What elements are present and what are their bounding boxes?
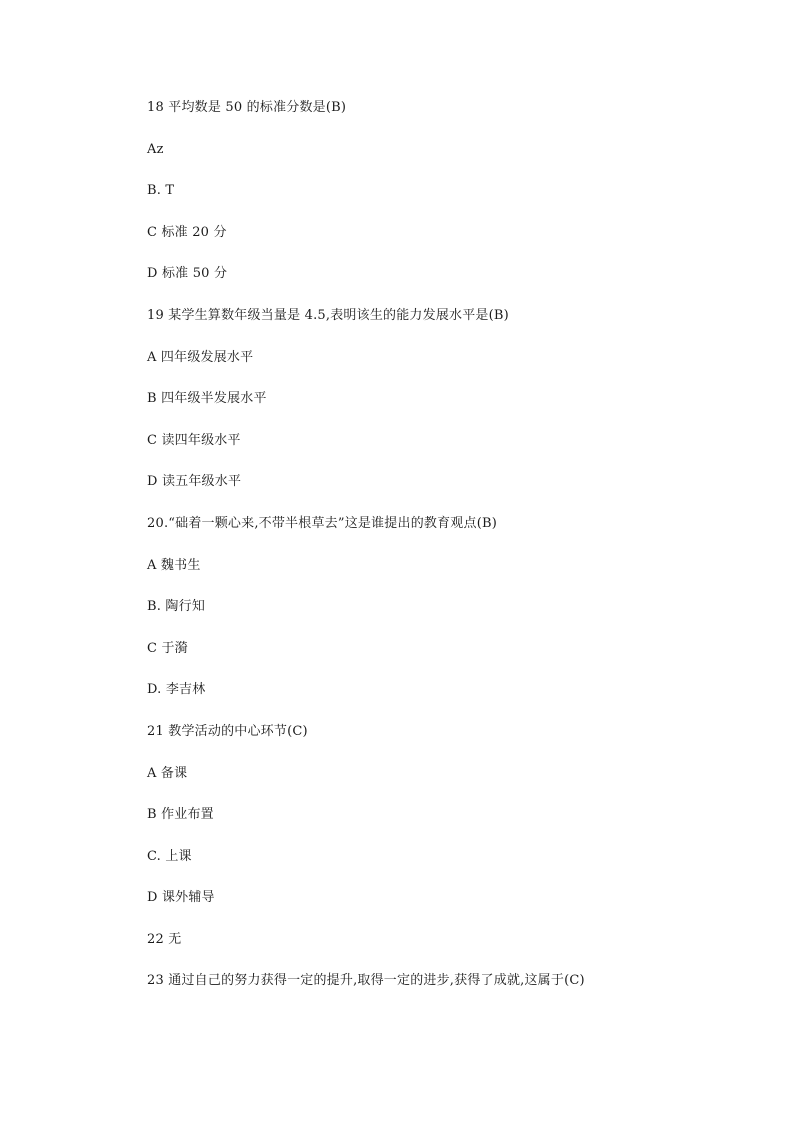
question-21-option-a: A 备课 [147, 765, 188, 781]
question-21-option-b: B 作业布置 [147, 807, 214, 823]
question-20-option-d: D. 李吉林 [147, 682, 206, 698]
question-19-option-c: C 读四年级水平 [147, 432, 241, 448]
question-21: 21 教学活动的中心环节(C) [147, 723, 308, 739]
question-21-option-d: D 课外辅导 [147, 890, 215, 906]
question-18-option-c: C 标准 20 分 [147, 224, 227, 240]
question-20: 20.“础着一颗心来,不带半根草去”这是谁提出的教育观点(B) [147, 515, 497, 531]
question-18-option-b: B. T [147, 183, 175, 199]
question-19-option-b: B 四年级半发展水平 [147, 391, 267, 407]
question-18-option-d: D 标准 50 分 [147, 266, 228, 282]
question-22: 22 无 [147, 931, 182, 947]
question-21-option-c: C. 上课 [147, 848, 192, 864]
question-18: 18 平均数是 50 的标准分数是(B) [147, 100, 347, 115]
question-20-option-b: B. 陶行知 [147, 599, 206, 615]
question-19: 19 某学生算数年级当量是 4.5,表明该生的能力发展水平是(B) [147, 307, 509, 323]
question-18-option-a: Az [147, 141, 164, 157]
question-20-option-c: C 于漪 [147, 640, 188, 656]
question-23: 23 通过自己的努力获得一定的提升,取得一定的进步,获得了成就,这属于(C) [147, 973, 585, 989]
question-20-option-a: A 魏书生 [147, 557, 201, 573]
document-page [147, 95, 767, 1010]
question-19-option-d: D 读五年级水平 [147, 474, 242, 490]
question-19-option-a: A 四年级发展水平 [147, 349, 254, 365]
